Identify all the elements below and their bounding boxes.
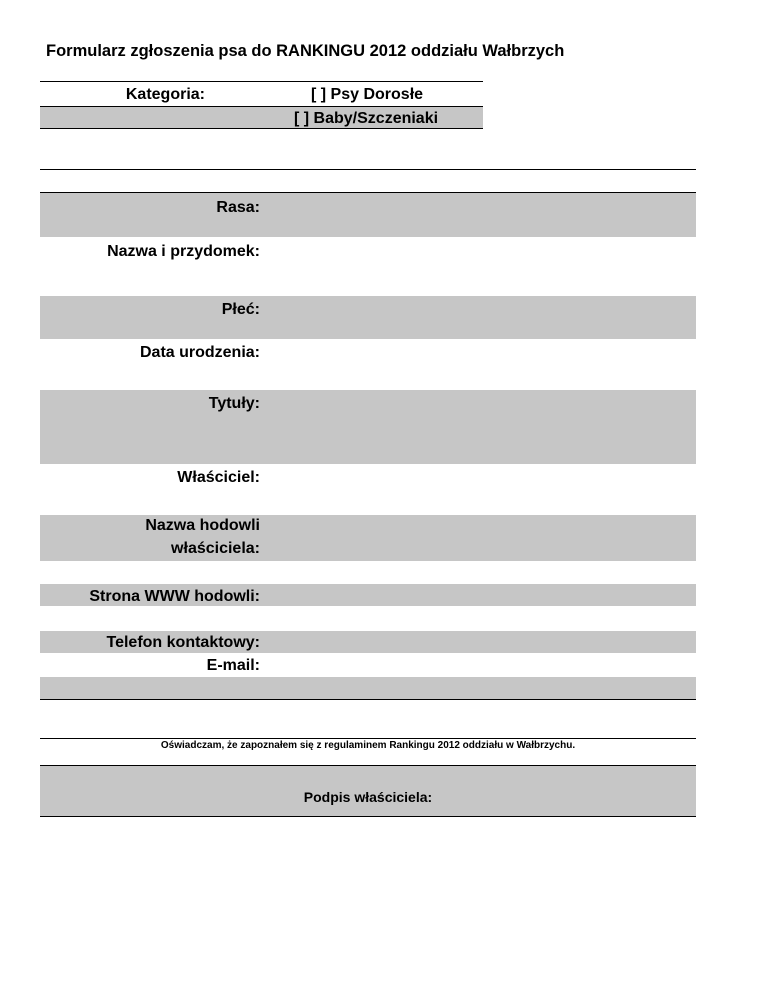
form-title: Formularz zgłoszenia psa do RANKINGU 2012 oddziału Wałbrzych bbox=[46, 42, 565, 60]
category-top-rule bbox=[40, 81, 483, 82]
blank-row-shade bbox=[40, 677, 696, 699]
category-label: Kategoria: bbox=[125, 86, 205, 103]
category-option-adult[interactable]: [ ] Psy Dorosłe bbox=[311, 86, 424, 103]
category-bottom-rule bbox=[40, 128, 483, 129]
phone-label: Telefon kontaktowy: bbox=[106, 634, 260, 651]
name-label: Nazwa i przydomek: bbox=[107, 243, 260, 260]
category-option-baby[interactable]: [ ] Baby/Szczeniaki bbox=[294, 110, 439, 127]
declaration-top-rule bbox=[40, 738, 696, 739]
birth-date-label: Data urodzenia: bbox=[139, 344, 260, 361]
kennel-www-label: Strona WWW hodowli: bbox=[89, 588, 260, 605]
titles-label: Tytuły: bbox=[208, 395, 260, 412]
breed-label: Rasa: bbox=[216, 199, 260, 216]
kennel-name-label-line2: właściciela: bbox=[171, 540, 260, 557]
email-label: E-mail: bbox=[206, 657, 260, 674]
kennel-name-label-line1: Nazwa hodowli bbox=[145, 517, 260, 534]
section-bottom-rule bbox=[40, 699, 696, 700]
owner-label: Właściciel: bbox=[177, 469, 260, 486]
declaration-text: Oświadczam, że zapoznałem się z regulaminem Rankingu 2012 oddziału w Wałbrzychu. bbox=[160, 740, 576, 751]
signature-label: Podpis właściciela: bbox=[303, 789, 433, 805]
section-rule-upper bbox=[40, 169, 696, 170]
sex-label: Płeć: bbox=[221, 301, 260, 318]
signature-bottom-rule bbox=[40, 816, 696, 817]
